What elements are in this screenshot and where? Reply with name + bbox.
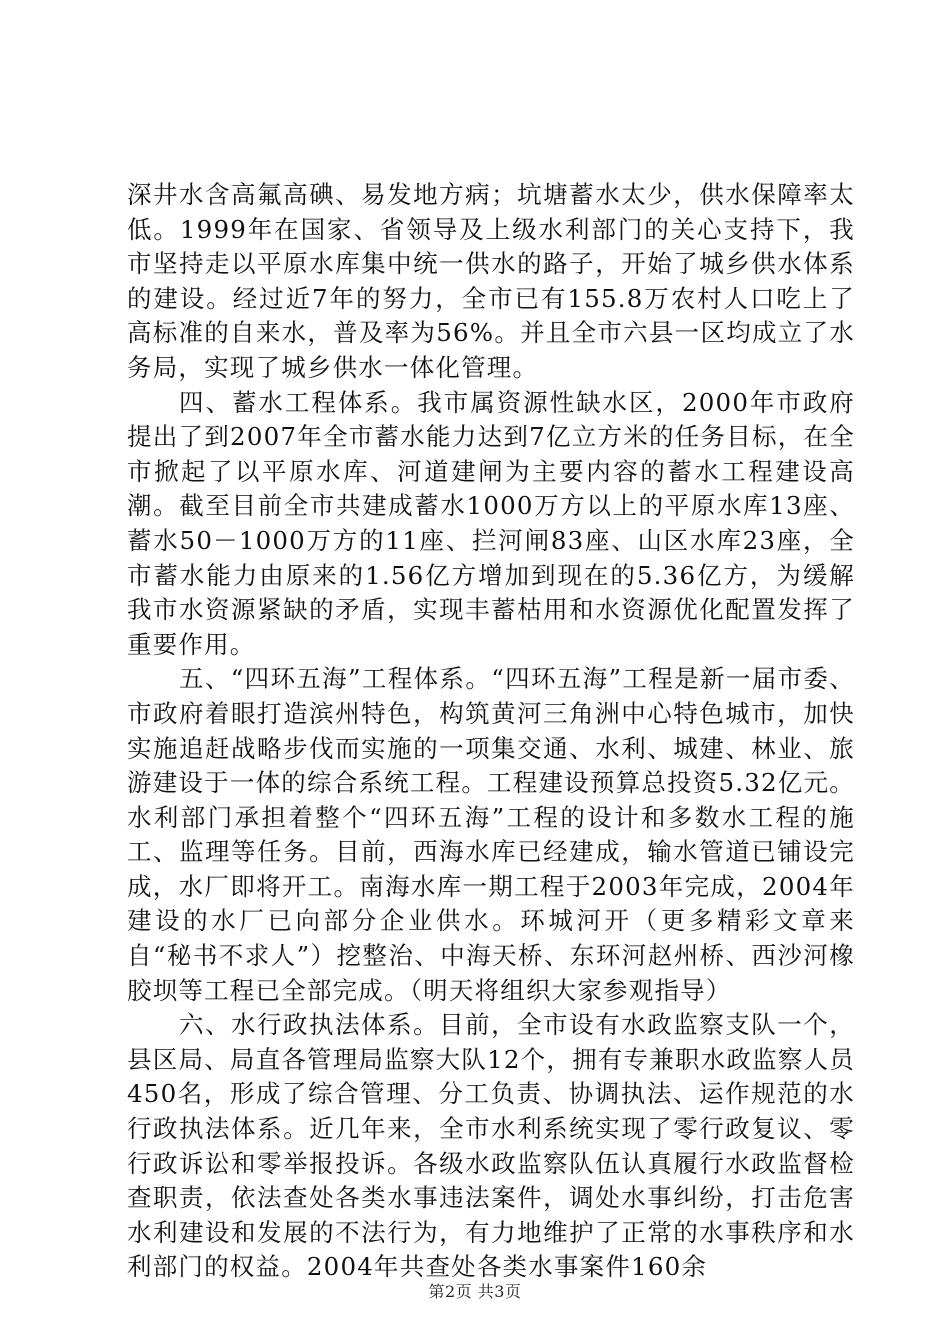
paragraph-storage-engineering: 四、蓄水工程体系。我市属资源性缺水区，2000年市政府提出了到2007年全市蓄水能力达到7亿立方米的任务目标，在全市掀起了以平原水库、河道建闸为主要内容的蓄水工程建设高潮。截至目前全市共建成蓄水1000万方以上的平原水库13座、蓄水50－1000万方的11座、拦河闸83座、山区水库23座，全市蓄水能力由原来的1.56亿方增加到现在的5.36亿方，为缓解我市水资源紧缺的矛盾，实现丰蓄枯用和水资源优化配置发挥了重要作用。 xyxy=(127,387,855,659)
paragraph-four-rings-five-seas: 五、“四环五海”工程体系。“四环五海”工程是新一届市委、市政府着眼打造滨州特色，构筑黄河三角洲中心特色城市，加快实施追赶战略步伐而实施的一项集交通、水利、城建、林业、旅游建设于一体的综合系统工程。工程建设预算总投资5.32亿元。水利部门承担着整个“四环五海”工程的设计和多数水工程的施工、监理等任务。目前，西海水库已经建成，输水管道已铺设完成，水厂即将开工。南海水库一期工程于2003年完成，2004年建设的水厂已向部分企业供水。环城河开（更多精彩文章来自“秘书不求人”）挖整治、中海天桥、东环河赵州桥、西沙河橡胶坝等工程已全部完成。（明天将组织大家参观指导） xyxy=(127,664,855,1005)
document-body xyxy=(127,178,855,1285)
paragraph-water-supply-continued: 深井水含高氟高碘、易发地方病；坑塘蓄水太少，供水保障率太低。1999年在国家、省领导及上级水利部门的关心支持下，我市坚持走以平原水库集中统一供水的路子，开始了城乡供水体系的建设。经过近7年的努力，全市已有155.8万农村人口吃上了高标准的自来水，普及率为56%。并且全市六县一区均成立了水务局，实现了城乡供水一体化管理。 xyxy=(127,180,855,382)
paragraph-water-law-enforcement: 六、水行政执法体系。目前，全市设有水政监察支队一个，县区局、局直各管理局监察大队12个，拥有专兼职水政监察人员450名，形成了综合管理、分工负责、协调执法、运作规范的水行政执法体系。近几年来，全市水利系统实现了零行政复议、零行政诉讼和零举报投诉。各级水政监察队伍认真履行水政监督检查职责，依法查处各类水事违法案件，调处水事纠纷，打击危害水利建设和发展的不法行为，有力地维护了正常的水事秩序和水利部门的权益。2004年共查处各类水事案件160余 xyxy=(127,1010,855,1282)
page-number-footer: 第2页 共3页 xyxy=(428,1282,522,1301)
